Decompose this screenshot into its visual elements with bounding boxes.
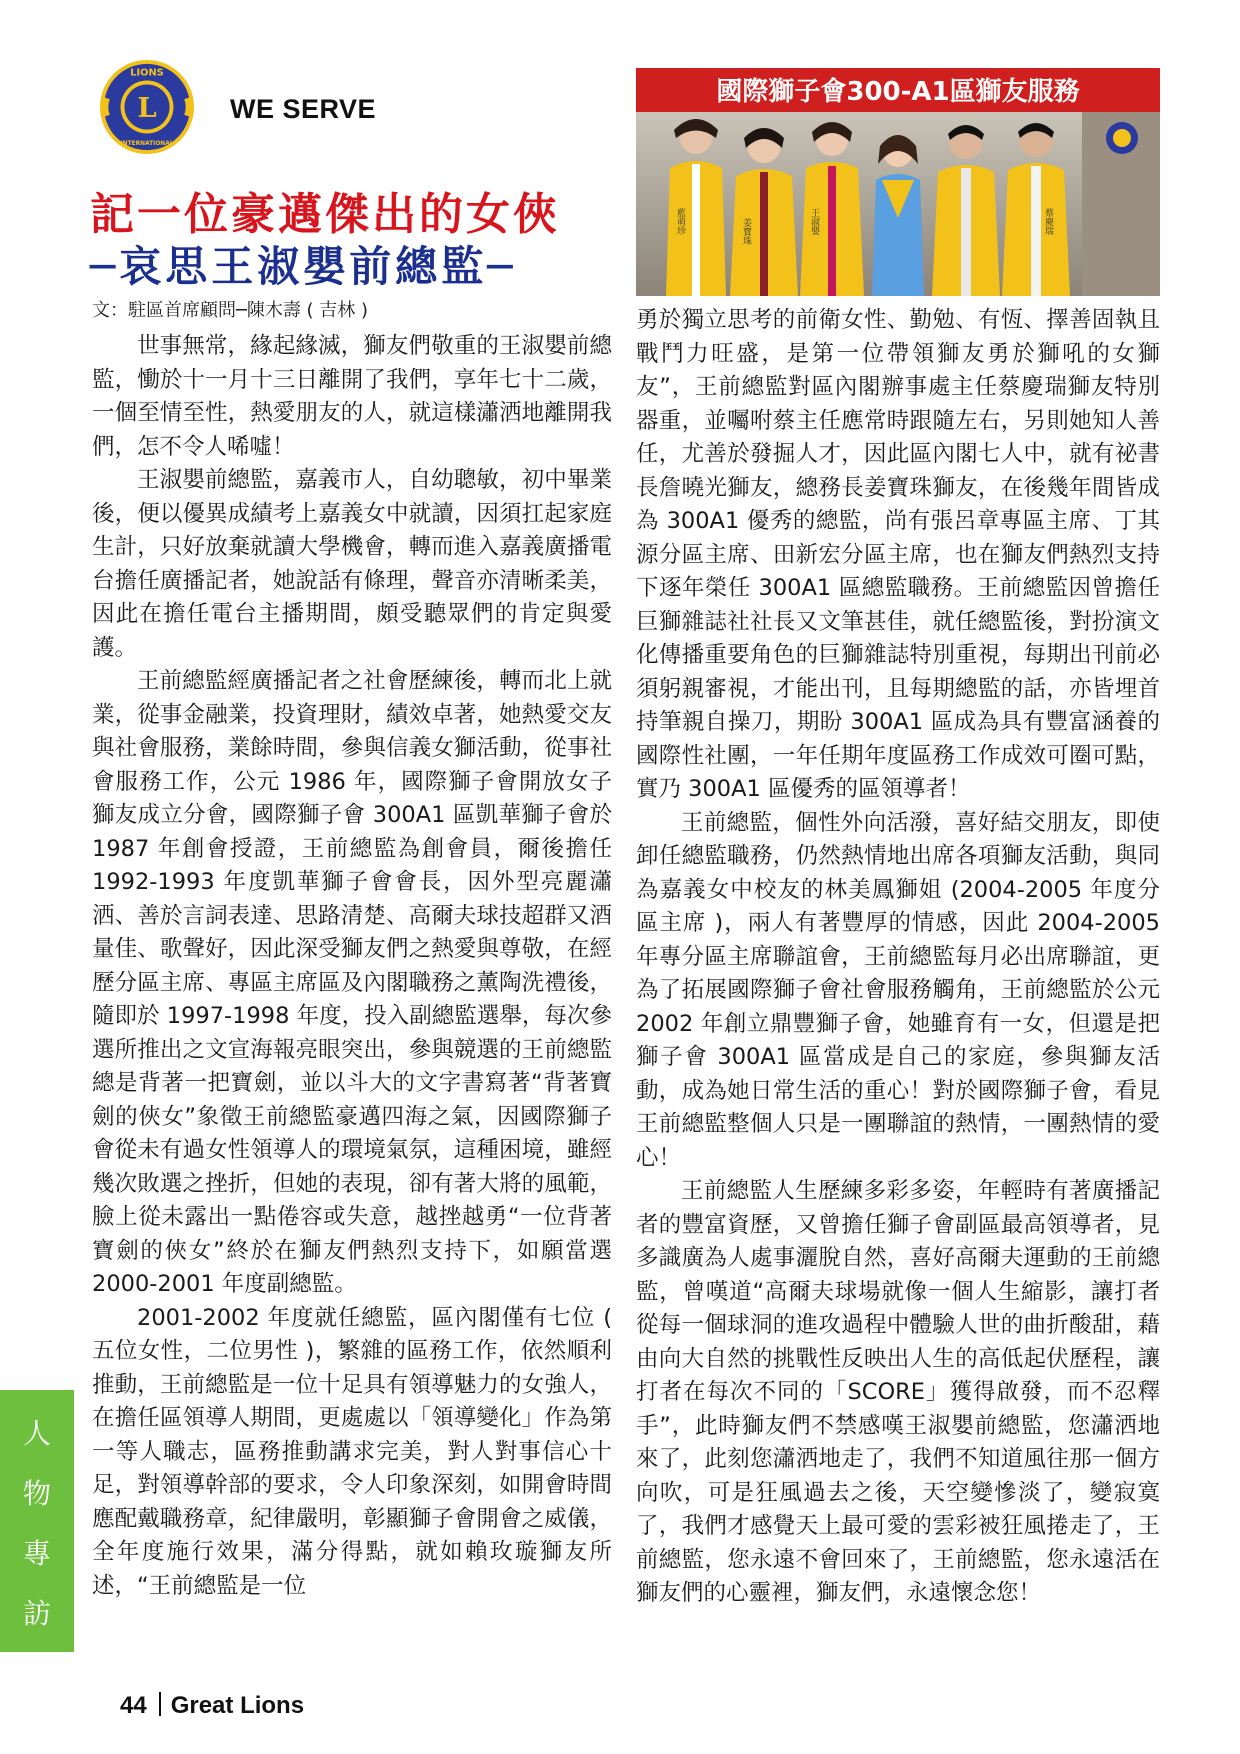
author-line: 文：駐區首席顧問─陳木壽 ( 吉林 ) (92, 300, 369, 321)
section-tab-char-2: 物 (22, 1477, 51, 1510)
paragraph-left-3: 王前總監經廣播記者之社會歷練後，轉而北上就業，從事金融業，投資理財，績效卓著，她熱愛交友與社會服務，業餘時間，參與信義女獅活動，從事社會服務工作，公元 1986 年，國際獅子會開放女子獅友成立分會，國際獅子會 300A1 區凱華獅子會於 1987 年創會授證，王前總監為創會員，爾後擔任 1992-1993 年度凱華獅子會會長，因外型亮麗瀟洒、善於言詞表達、思路清楚、高爾夫球技超群又酒量佳、歌聲好，因此深受獅友們之熱愛與尊敬，在經歷分區主席、專區主席區及內閣職務之薰陶洗禮後，隨即於 1997-1998 年度，投入副總監選舉，每次參選所推出之文宣海報亮眼突出，參與競選的王前總監總是背著一把寶劍，並以斗大的文字書寫著“背著寶劍的俠女”象徵王前總監豪邁四海之氣，因國際獅子會從未有過女性領導人的環境氣氛，這種困境，雖經幾次敗選之挫折，但她的表現，卻有著大將的風範，臉上從未露出一點倦容或失意，越挫越勇“一位背著寶劍的俠女”終於在獅友們熱烈支持下，如願當選 2000-2001 年度副總監。 (92, 668, 612, 1297)
article-title: 記一位豪邁傑出的女俠 (90, 189, 560, 240)
logo-text-top: LIONS (130, 67, 164, 79)
page-number: 44 (120, 1692, 147, 1719)
paragraph-right-1: 勇於獨立思考的前衛女性、勤勉、有恆、擇善固執且戰鬥力旺盛，是第一位帶領獅友勇於獅吼的女獅友”，王前總監對區內閣辦事處主任蔡慶瑞獅友特別器重，並囑咐蔡主任應常時跟隨左右，另則她知人善任，尤善於發掘人才，因此區內閣七人中，就有祕書長詹曉光獅友，總務長姜寶珠獅友，在後幾年間皆成為 300A1 優秀的總監，尚有張呂章專區主席、丁其源分區主席、田新宏分區主席，也在獅友們熱烈支持下逐年榮任 300A1 區總監職務。王前總監因曾擔任巨獅雜誌社社長又文筆甚佳，就任總監後，對扮演文化傳播重要角色的巨獅雜誌特別重視，每期出刊前必須躬親審視，才能出刊，且每期總監的話，亦皆埋首持筆親自操刀，期盼 300A1 區成為具有豐富涵養的國際性社團，一年任期年度區務工作成效可圈可點，實乃 300A1 區優秀的區領導者！ (636, 307, 1160, 802)
paragraph-left-1: 世事無常，緣起緣滅，獅友們敬重的王淑嬰前總監，慟於十一月十三日離開了我們，享年七十二歲，一個至情至性，熱愛朋友的人，就這樣瀟洒地離開我們，怎不令人唏噓！ (92, 333, 612, 460)
vest-name-2: 姜寶珠 (741, 218, 751, 245)
logo-letter: L (137, 91, 157, 124)
section-tab-char-4: 訪 (22, 1597, 51, 1630)
vest-name-3: 王淑嬰 (809, 208, 819, 235)
section-tab-char-3: 專 (22, 1537, 51, 1570)
paragraph-left-2: 王淑嬰前總監，嘉義市人，自幼聰敏，初中畢業後，便以優異成績考上嘉義女中就讀，因須扛起家庭生計，只好放棄就讀大學機會，轉而進入嘉義廣播電台擔任廣播記者，她說話有條理，聲音亦清晰柔美，因此在擔任電台主播期間，頗受聽眾們的肯定與愛護。 (92, 467, 612, 661)
logo-text-bottom: INTERNATIONAL (120, 141, 174, 148)
photo-banner-text: 國際獅子會300-A1區獅友服務 (716, 77, 1080, 107)
article-column-right (636, 304, 1160, 1611)
footer-divider (159, 1692, 161, 1716)
vest-name-4: 蔡慶瑞 (1043, 208, 1053, 235)
paragraph-left-4: 2001-2002 年度就任總監，區內閣僅有七位 ( 五位女性，二位男性 )，繁雜的區務工作，依然順利推動，王前總監是一位十足具有領導魅力的女強人，在擔任區領導人期間，更處處以「領導變化」作為第一等人職志，區務推動講求完美，對人對事信心十足，對領導幹部的要求，令人印象深刻，如開會時間應配戴職務章，紀律嚴明，彰顯獅子會開會之威儀，全年度施行效果，滿分得點，就如賴玫璇獅友所述，“王前總監是一位 (92, 1304, 612, 1599)
magazine-name: Great Lions (170, 1692, 305, 1719)
article-column-left (92, 330, 612, 1603)
person-4 (872, 135, 924, 296)
paragraph-right-2: 王前總監，個性外向活潑，喜好結交朋友，即使卸任總監職務，仍然熱情地出席各項獅友活動，與同為嘉義女中校友的林美鳳獅姐 (2004-2005 年度分區主席 )，兩人有著豐厚的情感，因此 2004-2005 年專分區主席聯誼會，王前總監每月必出席聯誼，更為了拓展國際獅子會社會服務觸角，王前總監於公元 2002 年創立鼎豐獅子會，她雖育有一女，但還是把獅子會 300A1 區當成是自己的家庭，參與獅友活動，成為她日常生活的重心！對於國際獅子會，看見王前總監整個人只是一團聯誼的熱情，一團熱情的愛心！ (636, 809, 1160, 1171)
article-subtitle: ─哀思王淑嬰前總監─ (90, 242, 517, 291)
section-tab (0, 1390, 74, 1652)
paragraph-right-3: 王前總監人生歷練多彩多姿，年輕時有著廣播記者的豐富資歷，又曾擔任獅子會副區最高領導者，見多識廣為人處事灑脫自然，喜好高爾夫運動的王前總監，曾嘆道“高爾夫球場就像一個人生縮影，讓打者從每一個球洞的進攻過程中體驗人世的曲折酸甜，藉由向大自然的挑戰性反映出人生的高低起伏歷程，讓打者在每次不同的「SCORE」獲得啟發，而不忍釋手”，此時獅友們不禁感嘆王淑嬰前總監，您瀟洒地來了，此刻您瀟洒地走了，我們不知道風往那一個方向吹，可是狂風過去之後，天空變慘淡了，變寂寞了，我們才感覺天上最可愛的雲彩被狂風捲走了，王前總監，您永遠不會回來了，王前總監，您永遠活在獅友們的心靈裡，獅友們，永遠懷念您！ (636, 1178, 1160, 1606)
group-photo (636, 68, 1160, 296)
vest-name-1: 藍萌珍 (675, 208, 685, 235)
motto: WE SERVE (230, 94, 377, 124)
section-tab-char-1: 人 (22, 1417, 51, 1450)
page-footer (120, 1692, 304, 1720)
lions-logo (98, 58, 196, 156)
